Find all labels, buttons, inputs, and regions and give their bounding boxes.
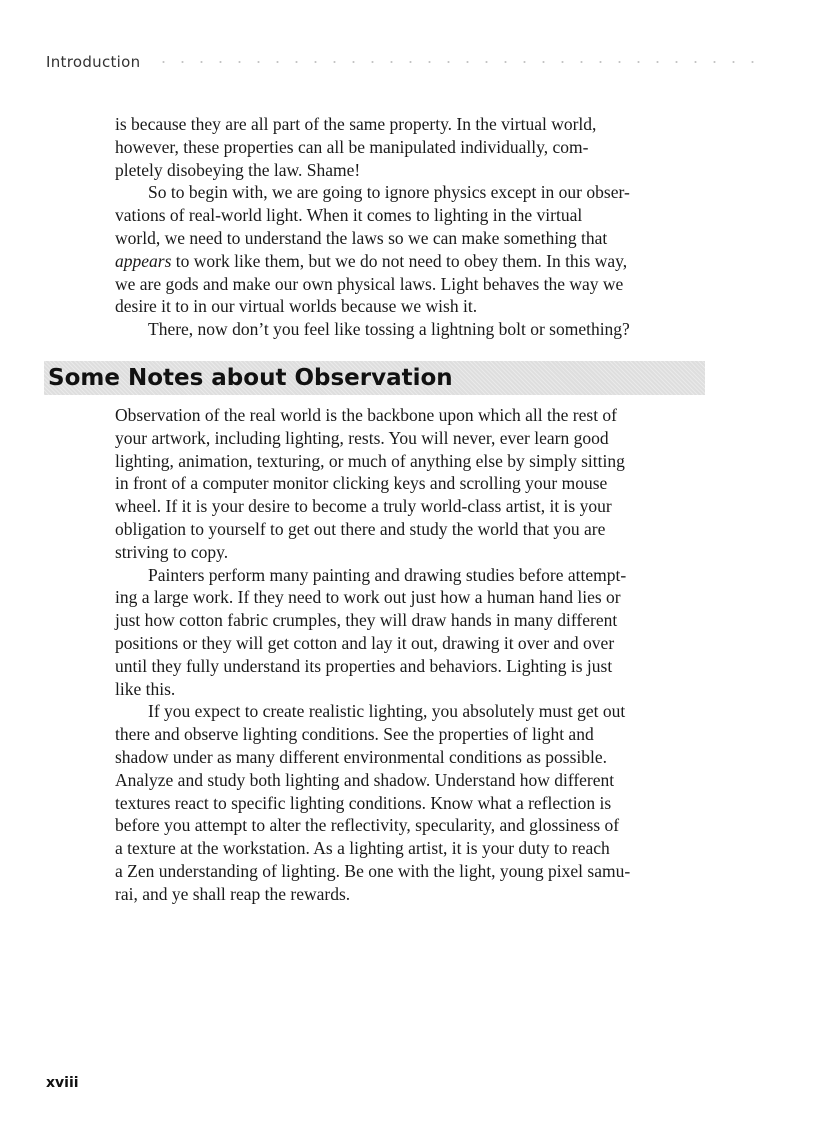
text-line: until they fully understand its properties and behaviors. Lighting is just — [115, 655, 613, 676]
text-line: desire it to in our virtual worlds because we wish it. — [115, 296, 478, 317]
text-line: Observation of the real world is the backbone upon which all the rest of — [115, 405, 618, 425]
text-line: lighting, animation, texturing, or much of anything else by simply sitting — [115, 450, 625, 471]
text-line: we are gods and make our own physical laws. Light behaves the way we — [115, 273, 624, 294]
text-line: Analyze and study both lighting and shadow. Understand how different — [115, 769, 615, 790]
intro-text — [115, 113, 715, 341]
page-number: xviii — [46, 1075, 79, 1091]
text-line: vations of real-world light. When it comes to lighting in the virtual — [115, 205, 583, 226]
text-line: like this. — [115, 678, 176, 699]
paragraph — [115, 181, 715, 318]
section-heading: Some Notes about Observation — [48, 365, 453, 391]
text-line: there and observe lighting conditions. See the properties of light and — [115, 724, 594, 745]
section-text — [115, 404, 715, 906]
text-line: If you expect to create realistic lighting, you absolutely must get out — [148, 701, 626, 722]
text-line: your artwork, including lighting, rests. You will never, ever learn good — [115, 427, 609, 448]
text-run: to work like them, but we do not need to obey them. In this way, — [171, 250, 628, 271]
text-line: just how cotton fabric crumples, they will draw hands in many different — [115, 610, 618, 631]
text-line: shadow under as many different environmental conditions as possible. — [115, 746, 607, 767]
text-line: rai, and ye shall reap the rewards. — [115, 883, 351, 904]
emphasized-word: appears — [115, 250, 172, 271]
running-header — [46, 52, 758, 72]
text-line: however, these properties can all be manipulated individually, com- — [115, 136, 589, 157]
text-line: textures react to specific lighting conditions. Know what a reflection is — [115, 792, 612, 813]
text-line: in front of a computer monitor clicking keys and scrolling your mouse — [115, 473, 608, 494]
text-line: So to begin with, we are going to ignore physics except in our obser- — [148, 182, 630, 203]
text-line: world, we need to understand the laws so we can make something that — [115, 227, 608, 248]
paragraph — [115, 113, 715, 181]
text-line: before you attempt to alter the reflectivity, specularity, and glossiness of — [115, 815, 620, 836]
text-line: There, now don’t you feel like tossing a lightning bolt or something? — [148, 319, 630, 340]
text-line: positions or they will get cotton and lay it out, drawing it over and over — [115, 632, 615, 653]
paragraph — [115, 700, 715, 905]
text-line: pletely disobeying the law. Shame! — [115, 159, 361, 180]
paragraph — [115, 564, 715, 701]
paragraph — [115, 404, 715, 564]
text-line: wheel. If it is your desire to become a truly world-class artist, it is your — [115, 496, 612, 517]
text-line: is because they are all part of the same property. In the virtual world, — [115, 114, 597, 134]
running-header-title: Introduction — [46, 53, 141, 71]
text-line: ing a large work. If they need to work out just how a human hand lies or — [115, 587, 621, 608]
text-line: a Zen understanding of lighting. Be one with the light, young pixel samu- — [115, 860, 631, 881]
dot-leader — [154, 61, 758, 63]
text-line — [115, 250, 715, 273]
text-line: Painters perform many painting and drawing studies before attempt- — [148, 564, 627, 585]
text-line: a texture at the workstation. As a lighting artist, it is your duty to reach — [115, 838, 610, 859]
paragraph — [115, 318, 715, 341]
text-line: striving to copy. — [115, 541, 229, 562]
text-line: obligation to yourself to get out there and study the world that you are — [115, 518, 606, 539]
